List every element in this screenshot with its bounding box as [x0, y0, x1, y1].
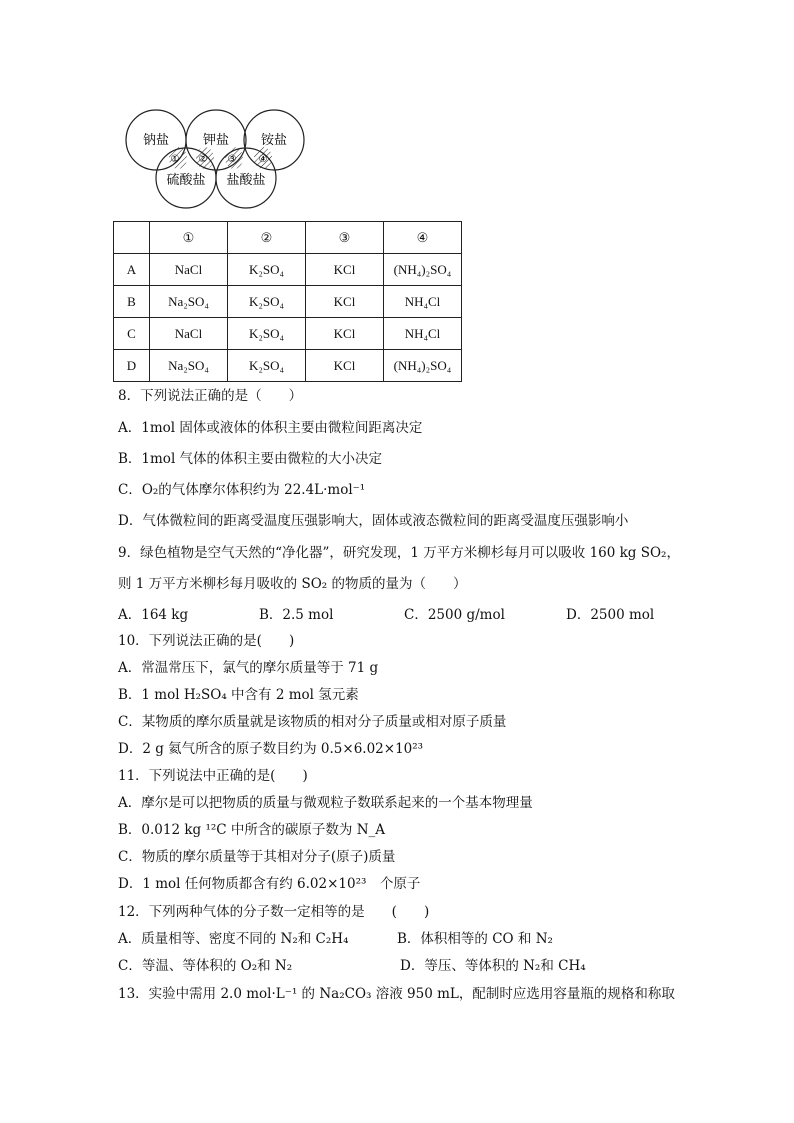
q9-option-b: B．2.5 mol [259, 607, 334, 623]
table-row [114, 318, 462, 350]
table-cell: KCl [306, 318, 384, 350]
q10-option-a: A．常温常压下，氯气的摩尔质量等于 71 g [118, 660, 379, 676]
table-cell: K₂SO₄ [228, 350, 306, 382]
table-cell: ② [228, 222, 306, 254]
q13-stem: 13．实验中需用 2.0 mol·L⁻¹ 的 Na₂CO₃ 溶液 950 mL，配制时应选用容量瓶的规格和称取 [118, 986, 675, 1002]
q12-option-c: C．等温、等体积的 O₂和 N₂ [118, 958, 293, 974]
table-cell: Na₂SO₄ [150, 286, 228, 318]
table-cell: NaCl [150, 254, 228, 286]
q10-option-d: D．2 g 氦气所含的原子数目约为 0.5×6.02×10²³ [118, 741, 424, 757]
table-cell: B [114, 286, 150, 318]
table-cell: KCl [306, 286, 384, 318]
q11-option-a: A．摩尔是可以把物质的质量与微观粒子数联系起来的一个基本物理量 [118, 795, 533, 811]
table-cell: KCl [306, 254, 384, 286]
label-ammonium-salt: 铵盐 [260, 133, 288, 148]
q11-option-c: C．物质的摩尔质量等于其相对分子(原子)质量 [118, 849, 396, 865]
q8-option-b: B．1mol 气体的体积主要由微粒的大小决定 [118, 451, 383, 467]
table-cell: NH₄Cl [384, 318, 462, 350]
q8-option-d: D．气体微粒间的距离受温度压强影响大，固体或液态微粒间的距离受温度压强影响小 [118, 513, 629, 529]
q9-option-d: D．2500 mol [566, 607, 655, 623]
q10-stem: 10．下列说法正确的是( ) [118, 633, 295, 649]
q8-option-c: C．O₂的气体摩尔体积约为 22.4L·mol⁻¹ [118, 482, 366, 498]
q9-option-c: C．2500 g/mol [404, 607, 505, 623]
table-row [114, 350, 462, 382]
table-cell: K₂SO₄ [228, 318, 306, 350]
table-cell: K₂SO₄ [228, 254, 306, 286]
q8-stem: 8．下列说法正确的是（ ） [118, 388, 303, 404]
table-cell: D [114, 350, 150, 382]
table-cell: (NH₄)₂SO₄ [384, 254, 462, 286]
venn-diagram [120, 104, 320, 214]
q12-option-d: D．等压、等体积的 N₂和 CH₄ [400, 958, 586, 974]
table-cell: K₂SO₄ [228, 286, 306, 318]
table-cell: NH₄Cl [384, 286, 462, 318]
q11-option-b: B．0.012 kg ¹²C 中所含的碳原子数为 N_A [118, 822, 386, 838]
q9-stem-line2: 则 1 万平方米柳杉每月吸收的 SO₂ 的物质的量为（ ） [118, 576, 467, 592]
table-cell: C [114, 318, 150, 350]
q12-option-b: B．体积相等的 CO 和 N₂ [397, 931, 553, 947]
table-cell: (NH₄)₂SO₄ [384, 350, 462, 382]
table-cell: Na₂SO₄ [150, 350, 228, 382]
marker-4: ④ [258, 154, 268, 165]
table-cell [114, 222, 150, 254]
q10-option-b: B．1 mol H₂SO₄ 中含有 2 mol 氢元素 [118, 687, 359, 703]
marker-1: ① [170, 154, 180, 165]
q8-option-a: A．1mol 固体或液体的体积主要由微粒间距离决定 [118, 420, 423, 436]
marker-3: ③ [227, 154, 237, 165]
table-cell: A [114, 254, 150, 286]
options-table [113, 221, 462, 382]
q12-option-a: A．质量相等、密度不同的 N₂和 C₂H₄ [118, 931, 349, 947]
table-cell: ③ [306, 222, 384, 254]
label-sodium-salt: 钠盐 [142, 133, 170, 148]
table-cell: ④ [384, 222, 462, 254]
table-cell: KCl [306, 350, 384, 382]
label-sulfate: 硫酸盐 [166, 173, 206, 188]
table-cell: ① [150, 222, 228, 254]
label-potassium-salt: 钾盐 [202, 133, 230, 148]
table-row [114, 286, 462, 318]
table-header-row [114, 222, 462, 254]
label-chloride: 盐酸盐 [226, 173, 266, 188]
q11-stem: 11．下列说法中正确的是( ) [118, 768, 308, 784]
q9-option-a: A．164 kg [118, 607, 189, 623]
q11-option-d: D．1 mol 任何物质都含有约 6.02×10²³ 个原子 [118, 876, 421, 892]
q10-option-c: C．某物质的摩尔质量就是该物质的相对分子质量或相对原子质量 [118, 714, 507, 730]
q12-stem: 12．下列两种气体的分子数一定相等的是 ( ) [118, 904, 430, 920]
table-row [114, 254, 462, 286]
q9-stem-line1: 9．绿色植物是空气天然的“净化器”，研究发现，1 万平方米柳杉每月可以吸收 160 kg SO₂， [118, 545, 680, 561]
table-cell: NaCl [150, 318, 228, 350]
marker-2: ② [198, 154, 208, 165]
